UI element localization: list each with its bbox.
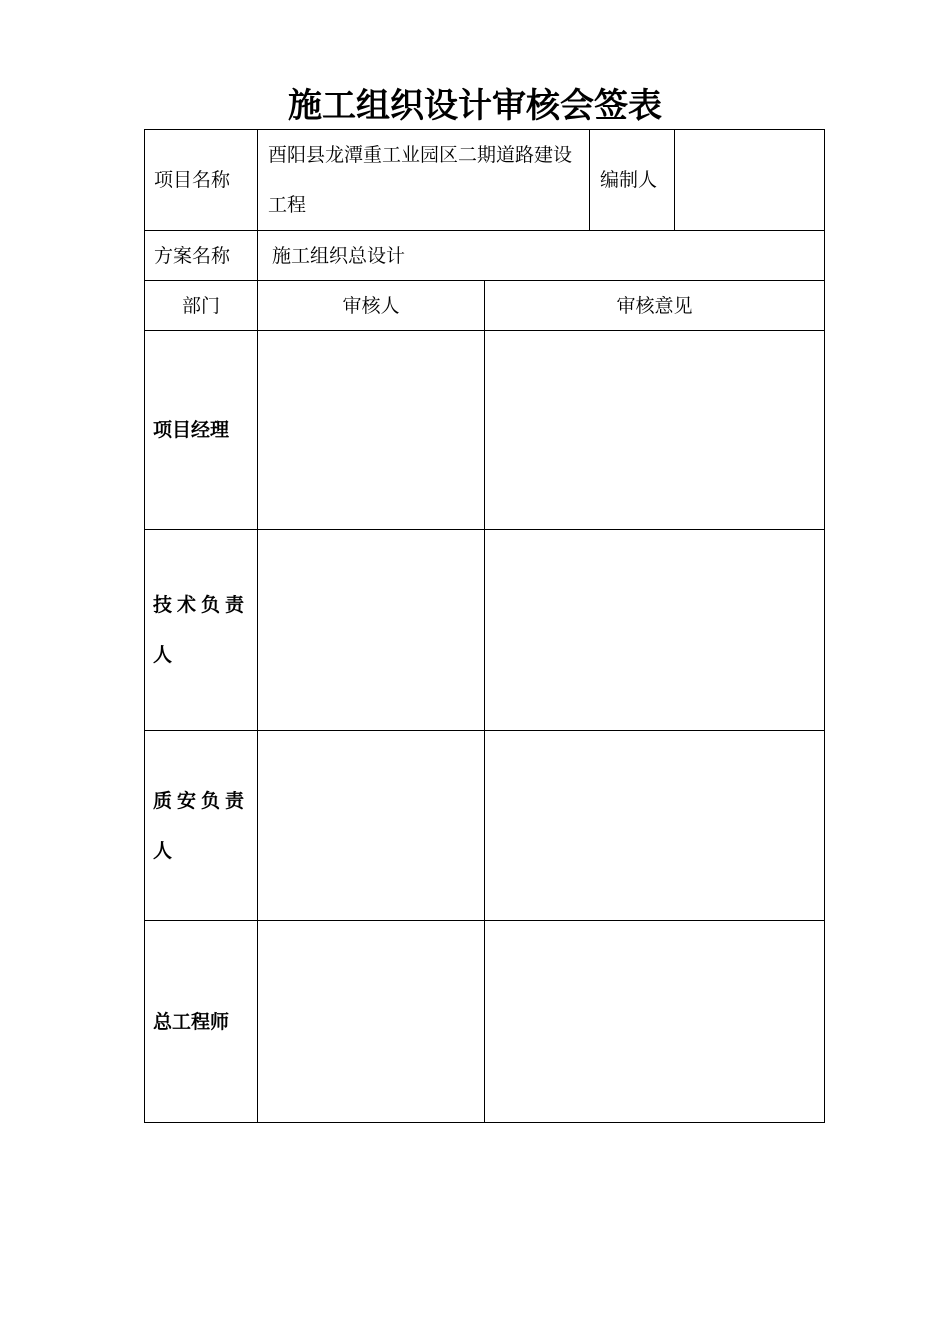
project-row	[145, 130, 825, 231]
form-title: 施工组织设计审核会签表	[288, 86, 662, 126]
table-row	[145, 731, 825, 921]
reviewer-header: 审核人	[258, 281, 485, 331]
opinion-cell[interactable]	[485, 731, 825, 921]
scheme-name-label: 方案名称	[145, 231, 258, 281]
opinion-cell[interactable]	[485, 530, 825, 731]
opinion-cell[interactable]	[485, 921, 825, 1123]
editor-value-cell[interactable]	[675, 130, 825, 231]
scheme-row	[145, 231, 825, 281]
review-signoff-table	[144, 129, 825, 1123]
reviewer-cell[interactable]	[258, 921, 485, 1123]
department-cell: 技术负责人	[145, 530, 258, 731]
department-cell: 项目经理	[145, 331, 258, 530]
scheme-name-value: 施工组织总设计	[258, 231, 825, 281]
department-cell: 质安负责人	[145, 731, 258, 921]
table-row	[145, 331, 825, 530]
reviewer-cell[interactable]	[258, 731, 485, 921]
project-name-label: 项目名称	[145, 130, 258, 231]
column-header-row	[145, 281, 825, 331]
opinion-header: 审核意见	[485, 281, 825, 331]
reviewer-cell[interactable]	[258, 331, 485, 530]
table-row	[145, 921, 825, 1123]
editor-label: 编制人	[590, 130, 675, 231]
department-header: 部门	[145, 281, 258, 331]
opinion-cell[interactable]	[485, 331, 825, 530]
table-row	[145, 530, 825, 731]
department-cell: 总工程师	[145, 921, 258, 1123]
project-name-value: 酉阳县龙潭重工业园区二期道路建设工程	[258, 130, 590, 231]
reviewer-cell[interactable]	[258, 530, 485, 731]
